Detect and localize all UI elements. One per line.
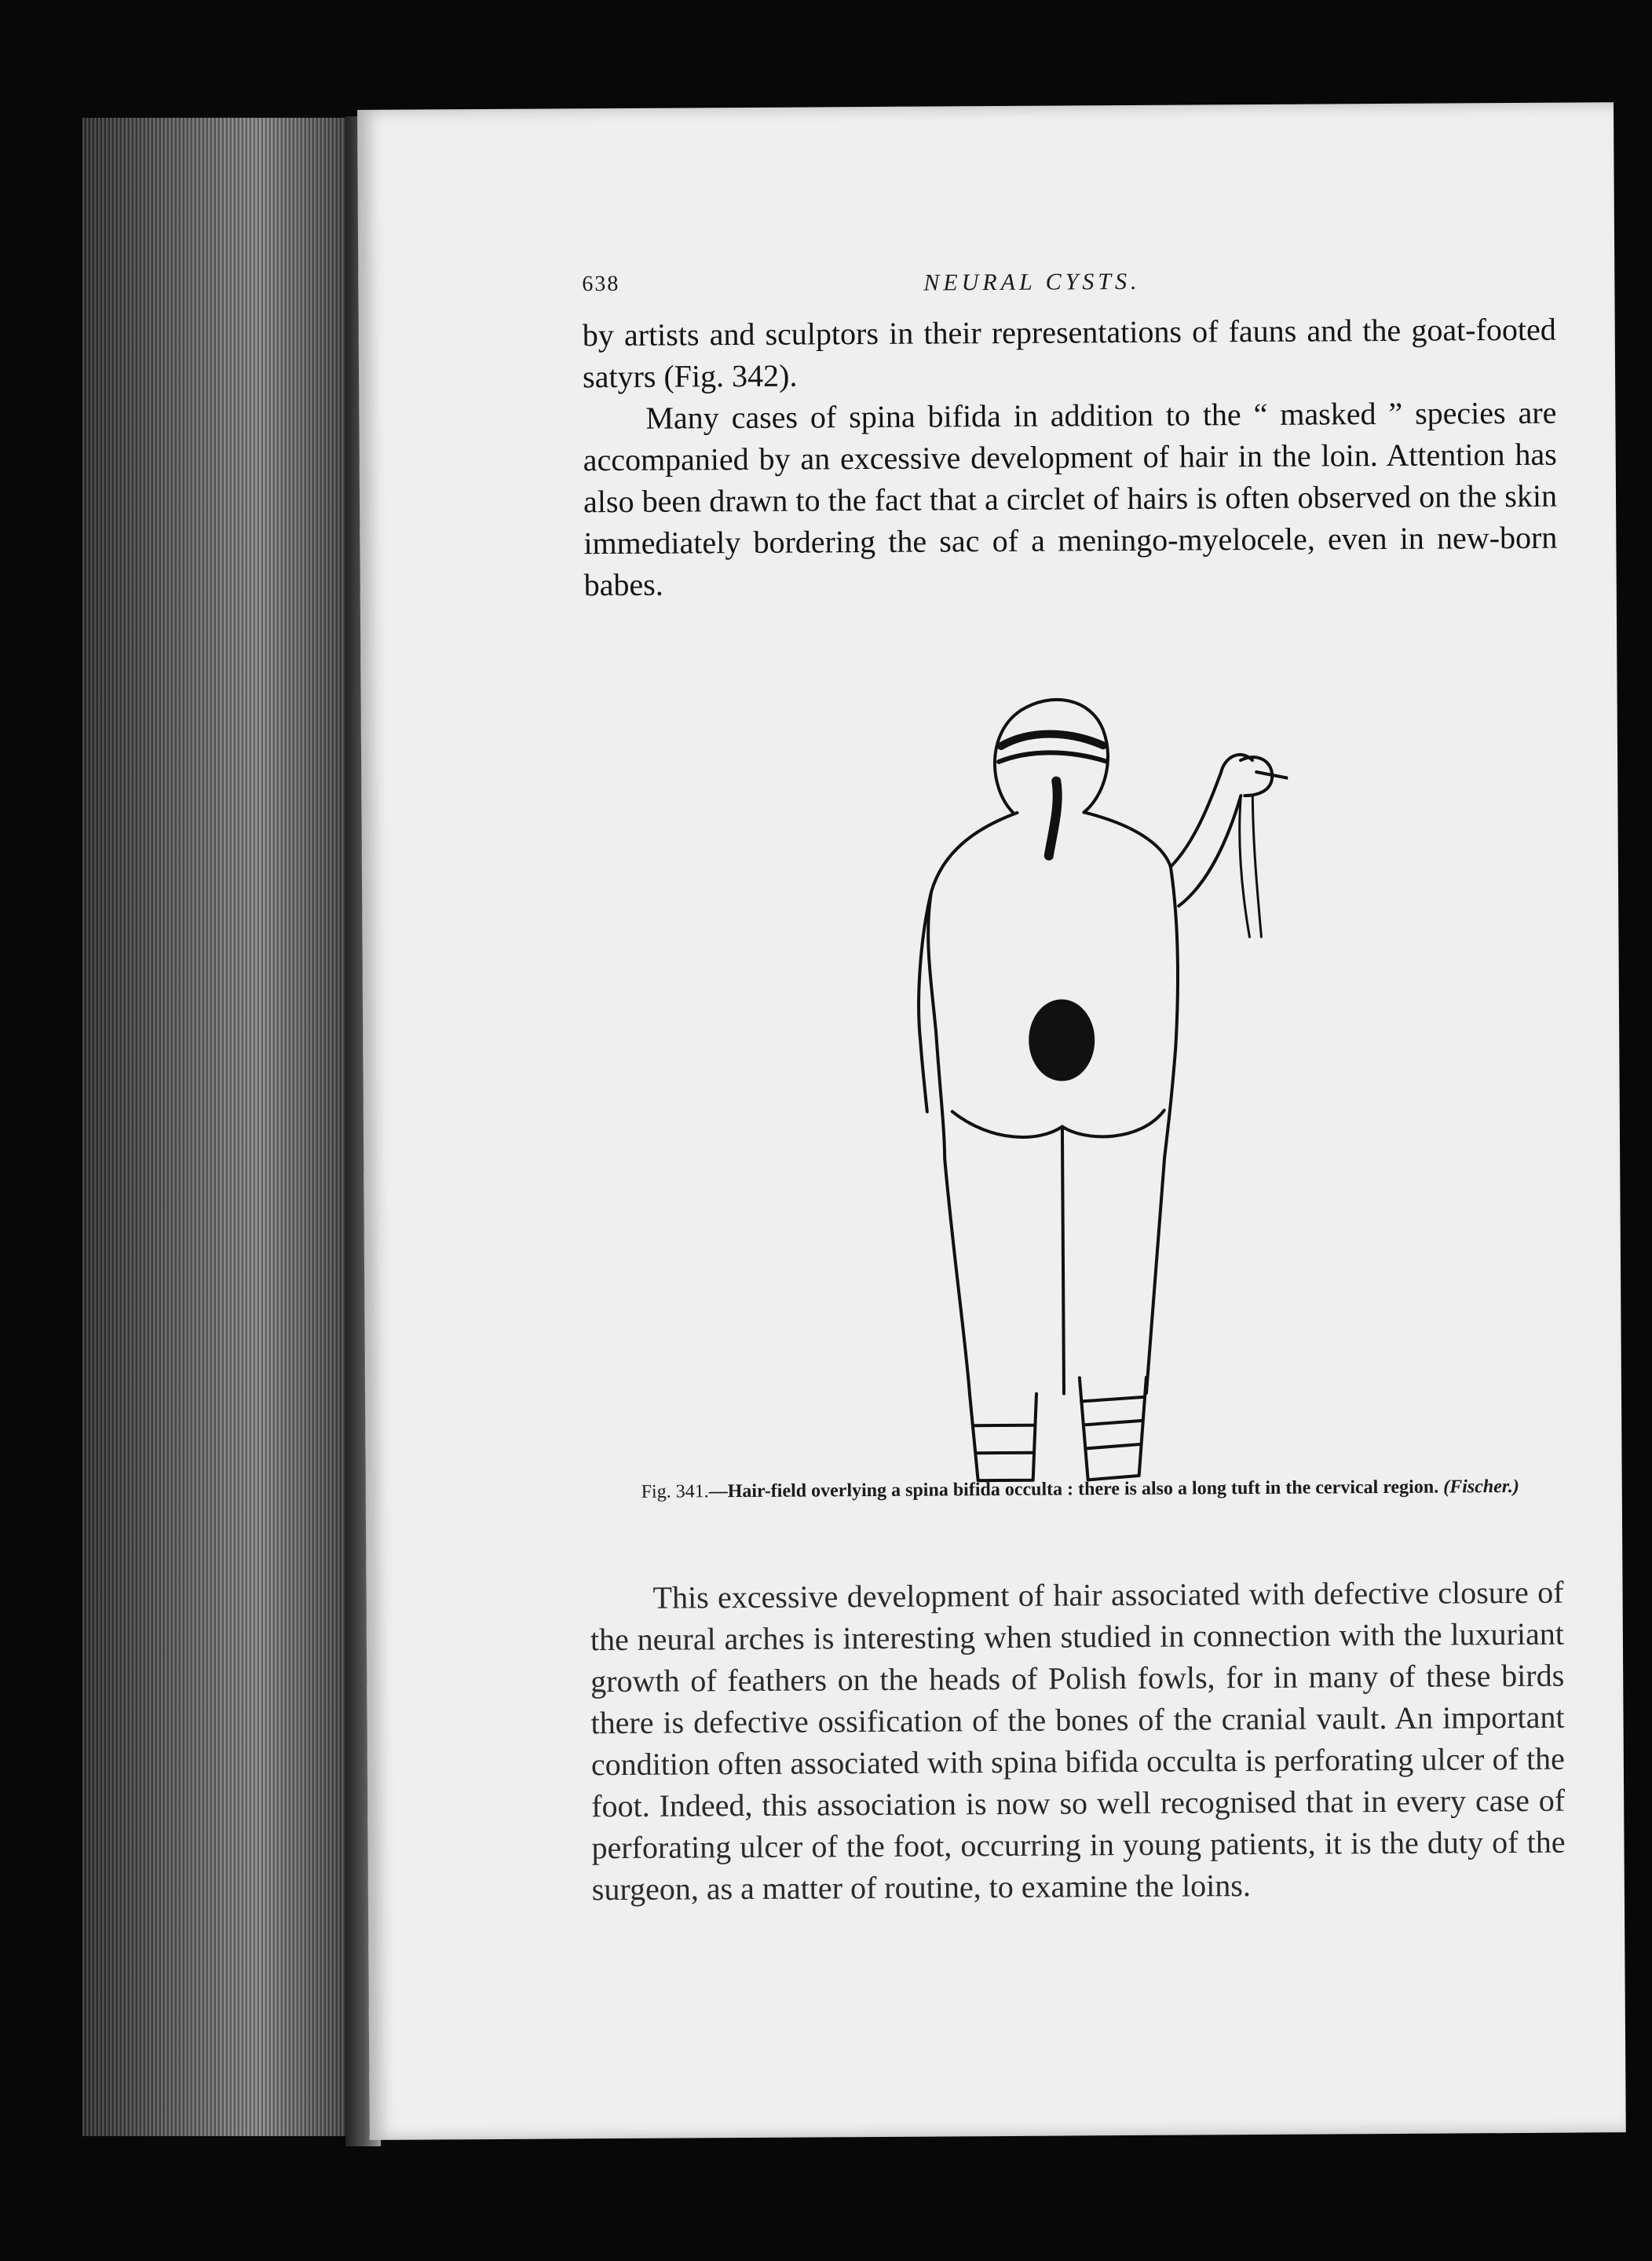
figure-neck-tuft	[1048, 781, 1058, 856]
bottom-text-block	[590, 1571, 1566, 1911]
paragraph-polish-fowls: This excessive development of hair associated with defective closure of the neural arches is interesting when studied in connection with the luxuriant growth of feathers on the heads of Polish fowls, for in many of these birds there is defective ossification of the bones of the cranial vault. An important condition often associated with spina bifida occulta is perforating ulcer of the foot. Indeed, this association is now so well recognised that in every case of perforating ulcer of the foot, occurring in young patients, it is the duty of the surgeon, as a matter of routine, to examine the loins.	[590, 1574, 1566, 1908]
top-text-block	[583, 309, 1558, 606]
paragraph-hair-loin: Many cases of spina bifida in addition to the “ masked ” species are accompanied by an excessive development of hair in the loin. Attention has also been drawn to the fact that a circlet of hairs is often observed on the skin immediately bordering the sac of a meningo-myelocele, even in new-born babes.	[583, 394, 1558, 603]
caption-credit: (Fischer.)	[1443, 1476, 1519, 1498]
book-page-edges	[82, 118, 377, 2136]
running-head	[358, 265, 1614, 313]
figure-hanging-cloth	[1239, 796, 1261, 937]
running-title: NEURAL CYSTS.	[923, 268, 1141, 296]
figure-hair-field	[1030, 1001, 1094, 1079]
figure-left-arm	[918, 892, 933, 1112]
figure-legs	[945, 1126, 1166, 1395]
figure-caption	[594, 1473, 1567, 1506]
caption-figure-number: Fig. 341.	[641, 1481, 709, 1502]
page-number: 638	[582, 271, 620, 297]
figure-torso	[927, 813, 1019, 1159]
figure-illustration	[832, 686, 1293, 1553]
caption-text: —Hair-field overlying a spina bifida occulta : there is also a long tuft in the cervical region.	[708, 1476, 1439, 1502]
figure-right-sock	[1080, 1377, 1147, 1480]
paragraph-continuation: by artists and sculptors in their representations of fauns and the goat-footed satyrs (Fig. 342).	[582, 311, 1556, 395]
figure-left-sock	[970, 1394, 1037, 1481]
book-page	[357, 102, 1626, 2140]
figure-braid	[1001, 734, 1103, 746]
